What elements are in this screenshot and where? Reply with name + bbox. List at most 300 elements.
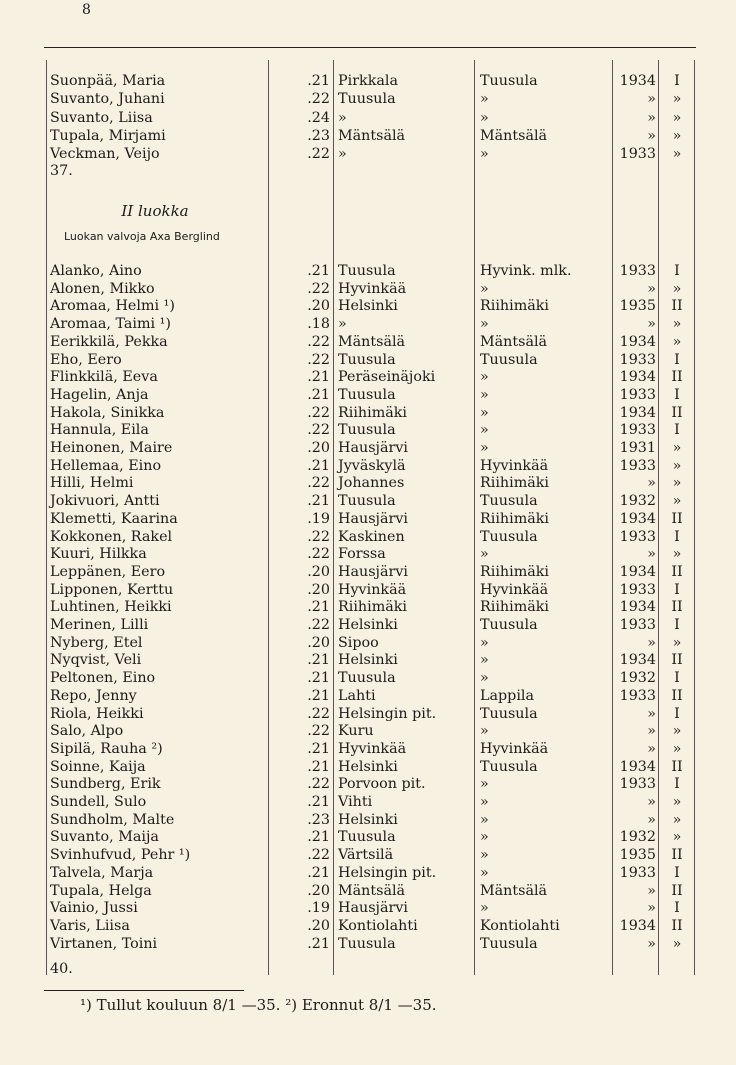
cell-age: .22	[307, 705, 330, 722]
cell-year: »	[647, 811, 656, 828]
cell-age: .21	[307, 687, 330, 704]
cell-name: Kokkonen, Rakel	[50, 528, 173, 545]
cell-class: I	[674, 670, 680, 687]
cell-year: 1934	[619, 917, 656, 934]
cell-year: »	[647, 475, 656, 492]
cell-year: »	[647, 316, 656, 333]
cell-year: 1934	[619, 73, 656, 89]
cell-home: Tuusula	[480, 528, 538, 545]
cell-home: Riihimäki	[480, 298, 550, 315]
cell-class: »	[672, 127, 682, 144]
cell-year: 1933	[619, 263, 656, 279]
cell-age: .22	[307, 422, 330, 439]
cell-name: Tupala, Helga	[50, 882, 152, 899]
cell-class: »	[672, 723, 682, 740]
cell-birthplace: Tuusula	[338, 263, 396, 279]
cell-year: 1932	[619, 829, 656, 846]
cell-home: Kontiolahti	[480, 917, 560, 934]
cell-home: »	[480, 900, 489, 917]
cell-home: Hyvinkää	[480, 581, 549, 598]
cell-age: .20	[307, 440, 330, 456]
cell-home: »	[480, 546, 489, 563]
table-row	[0, 669, 736, 687]
cell-class: »	[672, 146, 682, 163]
cell-year: 1933	[619, 528, 656, 545]
cell-age: .22	[307, 91, 330, 108]
cell-name: Hilli, Helmi	[50, 475, 134, 492]
cell-name: Varis, Liisa	[50, 917, 130, 934]
cell-name: Nyberg, Etel	[50, 634, 143, 651]
table-row	[0, 828, 736, 846]
table-row	[0, 616, 736, 634]
cell-year: 1933	[619, 776, 656, 793]
cell-class: II	[671, 847, 683, 864]
cell-year: 1934	[619, 652, 656, 669]
cell-year: 1933	[619, 581, 656, 598]
table-row	[0, 280, 736, 298]
cell-birthplace: Hyvinkää	[338, 581, 407, 598]
cell-class: »	[672, 333, 682, 350]
cell-name: Soinne, Kaija	[50, 758, 146, 775]
cell-class: I	[674, 351, 680, 368]
page-number: 8	[82, 2, 91, 18]
cell-age: .21	[307, 263, 330, 279]
cell-birthplace: Mäntsälä	[338, 333, 406, 350]
cell-birthplace: Helsinki	[338, 758, 398, 775]
table-row	[0, 474, 736, 492]
cell-year: 1932	[619, 670, 656, 687]
cell-name: Lipponen, Kerttu	[50, 581, 174, 598]
cell-home: Riihimäki	[480, 563, 550, 580]
cell-birthplace: Helsingin pit.	[338, 705, 437, 722]
cell-year: 1934	[619, 599, 656, 616]
cell-home: »	[480, 847, 489, 864]
cell-year: »	[647, 740, 656, 757]
cell-year: 1934	[619, 369, 656, 386]
cell-home: Hyvinkää	[480, 457, 549, 474]
cell-class: II	[671, 599, 683, 616]
cell-home: »	[480, 109, 489, 126]
cell-age: .22	[307, 847, 330, 864]
cell-name: Riola, Heikki	[50, 705, 144, 722]
cell-year: »	[647, 91, 656, 108]
cell-year: 1934	[619, 758, 656, 775]
cell-home: Tuusula	[480, 705, 538, 722]
cell-age: .22	[307, 528, 330, 545]
cell-year: »	[647, 109, 656, 126]
cell-name: Eerikkilä, Pekka	[50, 333, 168, 350]
table-row	[0, 145, 736, 163]
cell-class: I	[674, 581, 680, 598]
cell-home: »	[480, 723, 489, 740]
table-row	[0, 793, 736, 811]
cell-name: Vainio, Jussi	[50, 900, 138, 917]
cell-year: 1933	[619, 386, 656, 403]
table-row	[0, 864, 736, 882]
table-row	[0, 439, 736, 457]
cell-age: .21	[307, 599, 330, 616]
table-row	[0, 404, 736, 422]
cell-birthplace: Kontiolahti	[338, 917, 418, 934]
cell-age: .20	[307, 917, 330, 934]
cell-home: »	[480, 829, 489, 846]
cell-birthplace: Kuru	[338, 723, 374, 740]
cell-year: »	[647, 723, 656, 740]
footnote-rule	[44, 990, 244, 991]
cell-birthplace: »	[338, 109, 347, 126]
cell-home: Mäntsälä	[480, 127, 548, 144]
cell-year: 1935	[619, 298, 656, 315]
cell-home: Tuusula	[480, 935, 538, 952]
cell-age: .23	[307, 811, 330, 828]
cell-birthplace: Hausjärvi	[338, 563, 408, 580]
cell-name: Hannula, Eila	[50, 422, 149, 439]
cell-birthplace: Tuusula	[338, 935, 396, 952]
cell-birthplace: Hyvinkää	[338, 740, 407, 757]
cell-name: Svinhufvud, Pehr ¹)	[50, 847, 191, 864]
cell-name: Virtanen, Toini	[50, 935, 158, 952]
cell-home: »	[480, 794, 489, 810]
cell-class: »	[672, 457, 682, 474]
cell-class: I	[674, 386, 680, 403]
cell-class: II	[671, 404, 683, 421]
cell-class: II	[671, 298, 683, 315]
cell-home: Hyvink. mlk.	[480, 263, 572, 279]
footnotes: ¹) Tullut kouluun 8/1 —35. ²) Eronnut 8/1 —35.	[80, 996, 437, 1014]
cell-year: 1932	[619, 493, 656, 510]
cell-class: II	[671, 563, 683, 580]
table-row	[0, 775, 736, 793]
section-1-count: 37.	[50, 163, 73, 179]
cell-home: »	[480, 146, 489, 163]
cell-year: »	[647, 127, 656, 144]
cell-age: .20	[307, 563, 330, 580]
cell-name: Sundholm, Malte	[50, 811, 175, 828]
cell-age: .22	[307, 333, 330, 350]
table-row	[0, 634, 736, 652]
cell-class: II	[671, 687, 683, 704]
cell-class: »	[672, 935, 682, 952]
table-row	[0, 882, 736, 900]
table-row	[0, 386, 736, 404]
cell-home: Riihimäki	[480, 599, 550, 616]
cell-birthplace: »	[338, 146, 347, 163]
cell-home: »	[480, 440, 489, 456]
cell-birthplace: Hyvinkää	[338, 280, 407, 297]
cell-year: 1933	[619, 864, 656, 881]
cell-home: »	[480, 422, 489, 439]
cell-age: .22	[307, 475, 330, 492]
table-row	[0, 705, 736, 723]
cell-name: Suvanto, Juhani	[50, 91, 165, 108]
cell-home: »	[480, 634, 489, 651]
cell-age: .22	[307, 351, 330, 368]
cell-age: .19	[307, 900, 330, 917]
cell-age: .22	[307, 723, 330, 740]
cell-home: Tuusula	[480, 351, 538, 368]
table-row	[0, 315, 736, 333]
cell-year: 1935	[619, 847, 656, 864]
cell-home: Lappila	[480, 687, 534, 704]
cell-name: Talvela, Marja	[50, 864, 154, 881]
cell-year: 1934	[619, 404, 656, 421]
cell-birthplace: Tuusula	[338, 829, 396, 846]
cell-class: »	[672, 280, 682, 297]
cell-name: Peltonen, Eino	[50, 670, 156, 687]
cell-age: .20	[307, 634, 330, 651]
table-row	[0, 899, 736, 917]
cell-age: .22	[307, 280, 330, 297]
cell-home: Riihimäki	[480, 510, 550, 527]
cell-age: .22	[307, 404, 330, 421]
cell-birthplace: Kaskinen	[338, 528, 405, 545]
cell-name: Eho, Eero	[50, 351, 122, 368]
cell-age: .21	[307, 493, 330, 510]
cell-year: 1934	[619, 563, 656, 580]
cell-birthplace: Vihti	[338, 794, 373, 810]
table-row	[0, 935, 736, 953]
cell-age: .20	[307, 298, 330, 315]
top-rule	[44, 47, 696, 48]
cell-class: »	[672, 546, 682, 563]
cell-home: »	[480, 811, 489, 828]
cell-year: »	[647, 882, 656, 899]
cell-class: I	[674, 617, 680, 633]
cell-birthplace: Värtsilä	[338, 847, 394, 864]
cell-name: Sundberg, Erik	[50, 776, 161, 793]
cell-age: .18	[307, 316, 330, 333]
cell-year: 1933	[619, 457, 656, 474]
cell-age: .19	[307, 510, 330, 527]
cell-name: Hakola, Sinikka	[50, 404, 165, 421]
cell-age: .21	[307, 758, 330, 775]
cell-name: Veckman, Veijo	[50, 146, 160, 163]
cell-name: Leppänen, Eero	[50, 563, 166, 580]
cell-home: Hyvinkää	[480, 740, 549, 757]
cell-class: »	[672, 316, 682, 333]
cell-home: »	[480, 776, 489, 793]
cell-year: 1933	[619, 617, 656, 633]
table-row	[0, 421, 736, 439]
cell-name: Repo, Jenny	[50, 687, 137, 704]
table-row	[0, 740, 736, 758]
cell-age: .21	[307, 864, 330, 881]
cell-class: II	[671, 882, 683, 899]
cell-name: Flinkkilä, Eeva	[50, 369, 158, 386]
cell-year: »	[647, 900, 656, 917]
table-row	[0, 72, 736, 90]
cell-name: Tupala, Mirjami	[50, 127, 166, 144]
cell-name: Alanko, Aino	[50, 263, 142, 279]
cell-class: I	[674, 864, 680, 881]
cell-year: 1933	[619, 146, 656, 163]
table-row	[0, 563, 736, 581]
cell-birthplace: Pirkkala	[338, 73, 398, 89]
cell-class: II	[671, 510, 683, 527]
table-row	[0, 333, 736, 351]
cell-birthplace: Mäntsälä	[338, 127, 406, 144]
cell-birthplace: »	[338, 316, 347, 333]
cell-age: .22	[307, 617, 330, 633]
cell-name: Merinen, Lilli	[50, 617, 149, 633]
cell-year: 1931	[619, 440, 656, 456]
cell-birthplace: Helsinki	[338, 617, 398, 633]
cell-class: »	[672, 740, 682, 757]
cell-class: I	[674, 705, 680, 722]
cell-home: »	[480, 652, 489, 669]
cell-class: »	[672, 91, 682, 108]
cell-birthplace: Sipoo	[338, 634, 379, 651]
cell-age: .21	[307, 670, 330, 687]
cell-birthplace: Riihimäki	[338, 599, 408, 616]
cell-name: Kuuri, Hilkka	[50, 546, 147, 563]
cell-class: II	[671, 369, 683, 386]
cell-age: .22	[307, 776, 330, 793]
cell-age: .22	[307, 546, 330, 563]
table-row	[0, 758, 736, 776]
cell-class: II	[671, 652, 683, 669]
cell-year: »	[647, 794, 656, 810]
cell-name: Suvanto, Maija	[50, 829, 159, 846]
class-supervisor: Luokan valvoja Axa Berglind	[64, 230, 220, 243]
cell-class: I	[674, 263, 680, 279]
table-row	[0, 598, 736, 616]
cell-name: Jokivuori, Antti	[50, 493, 160, 510]
table-row	[0, 457, 736, 475]
cell-class: »	[672, 794, 682, 810]
cell-home: »	[480, 369, 489, 386]
cell-birthplace: Riihimäki	[338, 404, 408, 421]
table-row	[0, 492, 736, 510]
cell-age: .21	[307, 457, 330, 474]
cell-age: .21	[307, 73, 330, 89]
cell-age: .21	[307, 935, 330, 952]
cell-class: »	[672, 493, 682, 510]
cell-birthplace: Helsinki	[338, 811, 398, 828]
cell-name: Suvanto, Liisa	[50, 109, 153, 126]
cell-age: .21	[307, 652, 330, 669]
cell-birthplace: Tuusula	[338, 386, 396, 403]
cell-name: Nyqvist, Veli	[50, 652, 142, 669]
cell-home: Tuusula	[480, 758, 538, 775]
cell-name: Aromaa, Taimi ¹)	[50, 316, 171, 333]
cell-age: .23	[307, 127, 330, 144]
cell-age: .24	[307, 109, 330, 126]
table-row	[0, 297, 736, 315]
cell-home: »	[480, 670, 489, 687]
cell-name: Heinonen, Maire	[50, 440, 173, 456]
cell-home: »	[480, 404, 489, 421]
cell-home: »	[480, 91, 489, 108]
cell-year: 1933	[619, 351, 656, 368]
table-row	[0, 722, 736, 740]
cell-year: »	[647, 546, 656, 563]
cell-birthplace: Johannes	[338, 475, 405, 492]
cell-class: I	[674, 528, 680, 545]
table-row	[0, 368, 736, 386]
cell-year: »	[647, 935, 656, 952]
cell-age: .21	[307, 386, 330, 403]
cell-class: »	[672, 109, 682, 126]
cell-home: Tuusula	[480, 493, 538, 510]
cell-name: Klemetti, Kaarina	[50, 510, 178, 527]
cell-birthplace: Hausjärvi	[338, 510, 408, 527]
cell-name: Alonen, Mikko	[50, 280, 155, 297]
cell-home: Tuusula	[480, 617, 538, 633]
cell-home: Tuusula	[480, 73, 538, 89]
cell-age: .21	[307, 794, 330, 810]
cell-class: I	[674, 73, 680, 89]
cell-name: Suonpää, Maria	[50, 73, 166, 89]
table-row	[0, 687, 736, 705]
cell-year: 1934	[619, 510, 656, 527]
cell-year: »	[647, 280, 656, 297]
cell-name: Aromaa, Helmi ¹)	[50, 298, 175, 315]
cell-home: »	[480, 386, 489, 403]
cell-year: 1933	[619, 422, 656, 439]
cell-name: Luhtinen, Heikki	[50, 599, 172, 616]
table-row	[0, 581, 736, 599]
cell-name: Hellemaa, Eino	[50, 457, 162, 474]
cell-age: .20	[307, 581, 330, 598]
cell-birthplace: Tuusula	[338, 91, 396, 108]
cell-birthplace: Peräseinäjoki	[338, 369, 436, 386]
cell-class: II	[671, 917, 683, 934]
cell-name: Sundell, Sulo	[50, 794, 147, 810]
cell-class: I	[674, 776, 680, 793]
cell-home: »	[480, 280, 489, 297]
cell-age: .21	[307, 829, 330, 846]
cell-home: »	[480, 316, 489, 333]
cell-class: II	[671, 758, 683, 775]
cell-age: .20	[307, 882, 330, 899]
cell-year: 1934	[619, 333, 656, 350]
table-row	[0, 917, 736, 935]
cell-year: »	[647, 634, 656, 651]
cell-name: Sipilä, Rauha ²)	[50, 740, 163, 757]
table-row	[0, 510, 736, 528]
cell-birthplace: Tuusula	[338, 670, 396, 687]
table-row	[0, 109, 736, 127]
cell-class: »	[672, 829, 682, 846]
class-heading: II luokka	[121, 202, 189, 220]
cell-name: Hagelin, Anja	[50, 386, 149, 403]
cell-home: »	[480, 864, 489, 881]
cell-birthplace: Tuusula	[338, 493, 396, 510]
cell-class: »	[672, 475, 682, 492]
cell-birthplace: Hausjärvi	[338, 440, 408, 456]
cell-birthplace: Helsinki	[338, 298, 398, 315]
cell-class: »	[672, 634, 682, 651]
cell-birthplace: Forssa	[338, 546, 386, 563]
cell-home: Mäntsälä	[480, 882, 548, 899]
cell-birthplace: Helsingin pit.	[338, 864, 437, 881]
cell-birthplace: Porvoon pit.	[338, 776, 426, 793]
cell-birthplace: Tuusula	[338, 422, 396, 439]
table-row	[0, 351, 736, 369]
cell-birthplace: Helsinki	[338, 652, 398, 669]
table-row	[0, 545, 736, 563]
cell-home: Riihimäki	[480, 475, 550, 492]
cell-home: Mäntsälä	[480, 333, 548, 350]
cell-birthplace: Tuusula	[338, 351, 396, 368]
cell-birthplace: Hausjärvi	[338, 900, 408, 917]
cell-year: »	[647, 705, 656, 722]
table-row	[0, 127, 736, 145]
table-row	[0, 651, 736, 669]
table-row	[0, 811, 736, 829]
cell-age: .21	[307, 740, 330, 757]
